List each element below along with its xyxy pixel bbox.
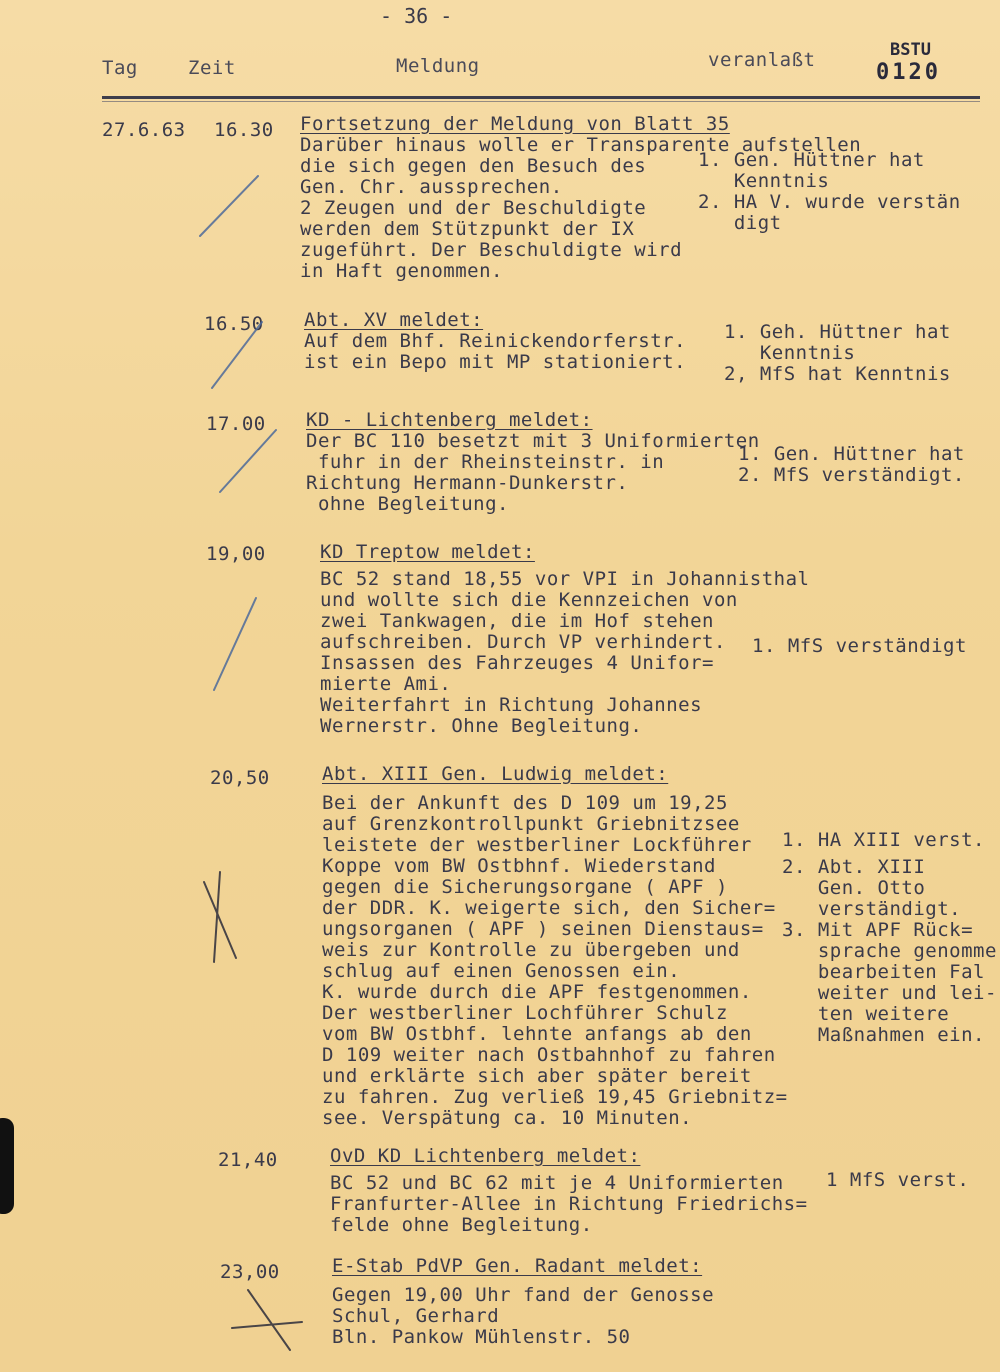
archive-stamp bbox=[876, 40, 941, 85]
message-line: gegen die Sicherungsorgane ( APF ) bbox=[322, 876, 728, 898]
entry-title: Abt. XV meldet: bbox=[304, 309, 484, 331]
entry-title: OvD KD Lichtenberg meldet: bbox=[330, 1145, 641, 1167]
entry-title: KD - Lichtenberg meldet: bbox=[306, 409, 593, 431]
message-line: K. wurde durch die APF festgenommen. bbox=[322, 981, 752, 1003]
action-line: Kenntnis bbox=[698, 170, 830, 192]
entry-time: 21,40 bbox=[218, 1149, 278, 1171]
action-line: 1. Gen. Hüttner hat bbox=[698, 149, 925, 171]
entry-message bbox=[332, 1256, 714, 1348]
entry-time: 17.00 bbox=[206, 413, 266, 435]
message-line: aufschreiben. Durch VP verhindert. bbox=[320, 631, 726, 653]
entry-time: 19,00 bbox=[206, 543, 266, 565]
entry-message bbox=[322, 764, 788, 1129]
entry-message bbox=[330, 1146, 808, 1236]
cross-mark bbox=[204, 882, 236, 958]
entry-actions bbox=[698, 150, 961, 234]
message-line: in Haft genommen. bbox=[300, 260, 503, 282]
entry-actions bbox=[826, 1170, 969, 1191]
entry-actions bbox=[752, 636, 967, 657]
tick-mark bbox=[220, 430, 276, 492]
message-line: zugeführt. Der Beschuldigte wird bbox=[300, 239, 683, 261]
action-line: Maßnahmen ein. bbox=[782, 1024, 985, 1046]
message-line: D 109 weiter nach Ostbahnhof zu fahren bbox=[322, 1044, 776, 1066]
action-line: 3. Mit APF Rück= bbox=[782, 919, 974, 941]
message-line: Gegen 19,00 Uhr fand der Genosse bbox=[332, 1284, 715, 1306]
message-line: Der westberliner Lochführer Schulz bbox=[322, 1002, 728, 1024]
message-line: BC 52 stand 18,55 vor VPI in Johannisthal bbox=[320, 568, 810, 590]
entry-time: 20,50 bbox=[210, 767, 270, 789]
message-line: Weiterfahrt in Richtung Johannes bbox=[320, 694, 703, 716]
action-line: 2. Abt. XIII bbox=[782, 856, 926, 878]
entry-time: 16.30 bbox=[214, 119, 274, 141]
cross-mark bbox=[232, 1322, 302, 1328]
message-line: zwei Tankwagen, die im Hof stehen bbox=[320, 610, 714, 632]
message-line: Auf dem Bhf. Reinickendorferstr. bbox=[304, 330, 687, 352]
message-line: leistete der westberliner Lockführer bbox=[322, 834, 752, 856]
message-line: 2 Zeugen und der Beschuldigte bbox=[300, 197, 647, 219]
action-line: 2. MfS verständigt. bbox=[738, 464, 965, 486]
header-rule bbox=[102, 96, 980, 99]
binder-hole bbox=[0, 1118, 14, 1214]
message-line: Bei der Ankunft des D 109 um 19,25 bbox=[322, 792, 728, 814]
entry-actions bbox=[724, 322, 951, 385]
header-rule-secondary bbox=[102, 101, 980, 102]
stamp-line-2: 0120 bbox=[876, 60, 941, 85]
action-line: digt bbox=[698, 212, 782, 234]
message-line: Wernerstr. Ohne Begleitung. bbox=[320, 715, 643, 737]
action-line: 2, MfS hat Kenntnis bbox=[724, 363, 951, 385]
stamp-line-1: BSTU bbox=[890, 40, 931, 60]
entry-time: 16.50 bbox=[204, 313, 264, 335]
message-line: Der BC 110 besetzt mit 3 Uniformierten bbox=[306, 430, 760, 452]
message-line: ist ein Bepo mit MP stationiert. bbox=[304, 351, 687, 373]
entry-title: Abt. XIII Gen. Ludwig meldet: bbox=[322, 763, 669, 785]
message-line: Koppe vom BW Ostbhnf. Wiederstand bbox=[322, 855, 716, 877]
message-line: felde ohne Begleitung. bbox=[330, 1214, 593, 1236]
entry-actions bbox=[782, 830, 997, 1046]
message-line: Schul, Gerhard bbox=[332, 1305, 500, 1327]
tick-mark bbox=[200, 176, 258, 236]
message-line: und erklärte sich aber später bereit bbox=[322, 1065, 752, 1087]
action-line: 1. HA XIII verst. bbox=[782, 829, 985, 851]
entry-message bbox=[304, 310, 686, 373]
message-line: see. Verspätung ca. 10 Minuten. bbox=[322, 1107, 693, 1129]
message-line: die sich gegen den Besuch des bbox=[300, 155, 647, 177]
message-line: auf Grenzkontrollpunkt Griebnitzsee bbox=[322, 813, 740, 835]
message-line: vom BW Ostbhf. lehnte anfangs ab den bbox=[322, 1023, 752, 1045]
header-veranlasst: veranlaßt bbox=[708, 49, 816, 71]
header-tag: Tag bbox=[102, 57, 138, 79]
entry-message bbox=[306, 410, 760, 515]
message-line: Insassen des Fahrzeuges 4 Unifor= bbox=[320, 652, 714, 674]
action-line: bearbeiten Fal bbox=[782, 961, 985, 983]
action-line: weiter und lei- bbox=[782, 982, 997, 1004]
tick-mark bbox=[214, 598, 256, 690]
cross-mark bbox=[214, 872, 220, 962]
entry-message bbox=[320, 542, 810, 737]
entry-title: KD Treptow meldet: bbox=[320, 541, 535, 563]
action-line: 1 MfS verst. bbox=[826, 1169, 970, 1191]
message-line: ungsorganen ( APF ) seinen Dienstaus= bbox=[322, 918, 764, 940]
action-line: 1. Gen. Hüttner hat bbox=[738, 443, 965, 465]
message-line: Darüber hinaus wolle er Transparente aufstellen bbox=[300, 134, 862, 156]
message-line: Richtung Hermann-Dunkerstr. bbox=[306, 472, 629, 494]
message-line: ohne Begleitung. bbox=[306, 493, 509, 515]
message-line: und wollte sich die Kennzeichen von bbox=[320, 589, 738, 611]
action-line: 1. MfS verständigt bbox=[752, 635, 967, 657]
entry-title: E-Stab PdVP Gen. Radant meldet: bbox=[332, 1255, 703, 1277]
action-line: Gen. Otto bbox=[782, 877, 926, 899]
header-zeit: Zeit bbox=[188, 57, 236, 79]
entry-time: 23,00 bbox=[220, 1261, 280, 1283]
message-line: Gen. Chr. aussprechen. bbox=[300, 176, 563, 198]
page-number: - 36 - bbox=[380, 4, 453, 28]
message-line: BC 52 und BC 62 mit je 4 Uniformierten bbox=[330, 1172, 784, 1194]
action-line: 2. HA V. wurde verstän bbox=[698, 191, 961, 213]
action-line: ten weitere bbox=[782, 1003, 950, 1025]
message-line: weis zur Kontrolle zu übergeben und bbox=[322, 939, 740, 961]
message-line: Franfurter-Allee in Richtung Friedrichs= bbox=[330, 1193, 808, 1215]
message-line: werden dem Stützpunkt der IX bbox=[300, 218, 635, 240]
entry-title: Fortsetzung der Meldung von Blatt 35 bbox=[300, 113, 730, 135]
entry-actions bbox=[738, 444, 965, 486]
header-meldung: Meldung bbox=[396, 55, 480, 77]
cross-mark bbox=[248, 1290, 290, 1350]
action-line: verständigt. bbox=[782, 898, 962, 920]
message-line: mierte Ami. bbox=[320, 673, 452, 695]
action-line: Kenntnis bbox=[724, 342, 856, 364]
message-line: zu fahren. Zug verließ 19,45 Griebnitz= bbox=[322, 1086, 788, 1108]
action-line: 1. Geh. Hüttner hat bbox=[724, 321, 951, 343]
message-line: fuhr in der Rheinsteinstr. in bbox=[306, 451, 665, 473]
message-line: Bln. Pankow Mühlenstr. 50 bbox=[332, 1326, 631, 1348]
entry-date: 27.6.63 bbox=[102, 119, 186, 141]
message-line: der DDR. K. weigerte sich, den Sicher= bbox=[322, 897, 776, 919]
message-line: schlug auf einen Genossen ein. bbox=[322, 960, 681, 982]
action-line: sprache genomme bbox=[782, 940, 997, 962]
